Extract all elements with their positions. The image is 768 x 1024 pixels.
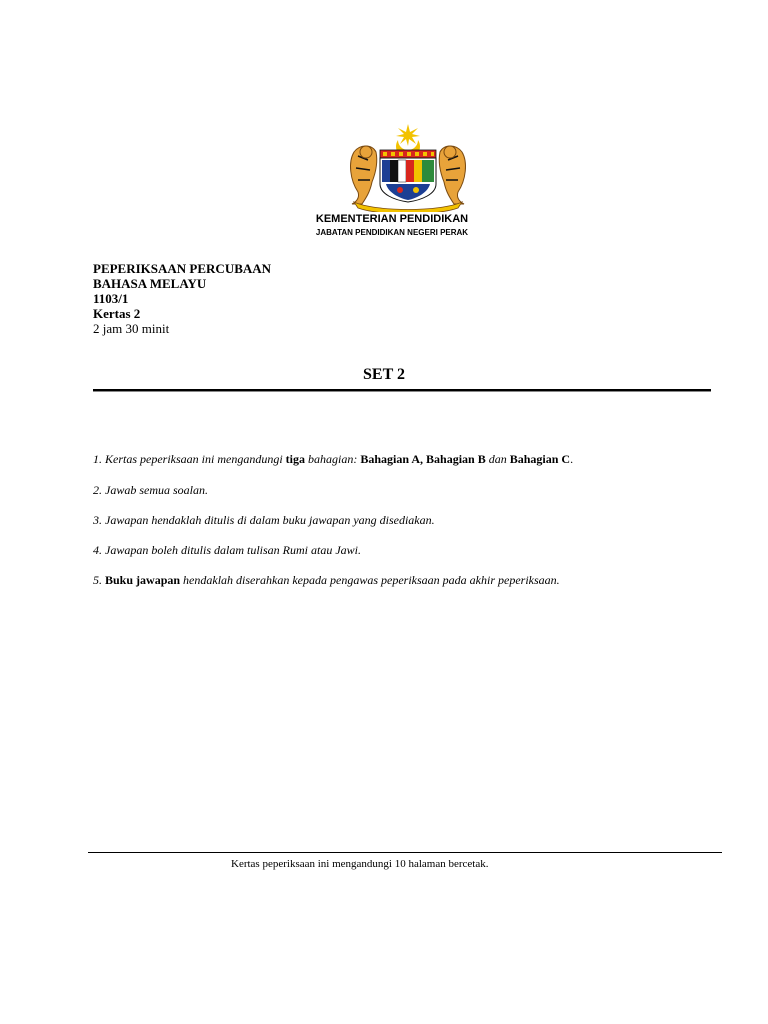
instruction-5 bbox=[93, 573, 560, 588]
instruction-4 bbox=[93, 543, 361, 558]
instruction-text: Jawapan hendaklah ditulis di dalam buku jawapan yang disediakan. bbox=[105, 513, 435, 527]
department-name: JABATAN PENDIDIKAN NEGERI PERAK bbox=[315, 228, 469, 237]
instruction-text: Kertas peperiksaan ini mengandungi bbox=[105, 452, 283, 466]
instruction-bold: Bahagian A, Bahagian B bbox=[360, 452, 486, 466]
instruction-number: 3. bbox=[93, 513, 102, 527]
instruction-1 bbox=[93, 452, 573, 467]
exam-subject: BAHASA MELAYU bbox=[93, 276, 207, 291]
exam-code: 1103/1 bbox=[93, 291, 129, 306]
divider-bottom bbox=[88, 852, 722, 853]
page-count-note: Kertas peperiksaan ini mengandungi 10 halaman bercetak. bbox=[231, 858, 489, 870]
coat-of-arms-logo bbox=[346, 122, 470, 212]
instruction-number: 2. bbox=[93, 483, 102, 497]
instruction-3 bbox=[93, 513, 435, 528]
instruction-bold: tiga bbox=[285, 452, 305, 466]
instruction-text: hendaklah diserahkan kepada pengawas peperiksaan pada akhir peperiksaan. bbox=[183, 573, 560, 587]
instruction-number: 5. bbox=[93, 573, 102, 587]
instruction-number: 1. bbox=[93, 452, 102, 466]
exam-info bbox=[93, 261, 271, 336]
instruction-text: bahagian: bbox=[308, 452, 358, 466]
ministry-name: KEMENTERIAN PENDIDIKAN bbox=[315, 213, 469, 225]
instruction-text: Jawapan boleh ditulis dalam tulisan Rumi atau Jawi. bbox=[105, 543, 361, 557]
instruction-bold: Bahagian C bbox=[509, 452, 571, 466]
divider-top bbox=[93, 389, 711, 392]
instruction-2 bbox=[93, 483, 208, 498]
exam-title: PEPERIKSAAN PERCUBAAN bbox=[93, 261, 272, 276]
exam-duration: 2 jam 30 minit bbox=[93, 321, 170, 336]
instruction-bold: Buku jawapan bbox=[105, 573, 181, 587]
instruction-period: . bbox=[570, 452, 574, 466]
instruction-number: 4. bbox=[93, 543, 102, 557]
exam-paper: Kertas 2 bbox=[93, 306, 141, 321]
coat-of-arms-icon bbox=[346, 122, 470, 212]
set-label: SET 2 bbox=[363, 366, 405, 383]
instruction-text: dan bbox=[488, 452, 507, 466]
instruction-text: Jawab semua soalan. bbox=[105, 483, 208, 497]
